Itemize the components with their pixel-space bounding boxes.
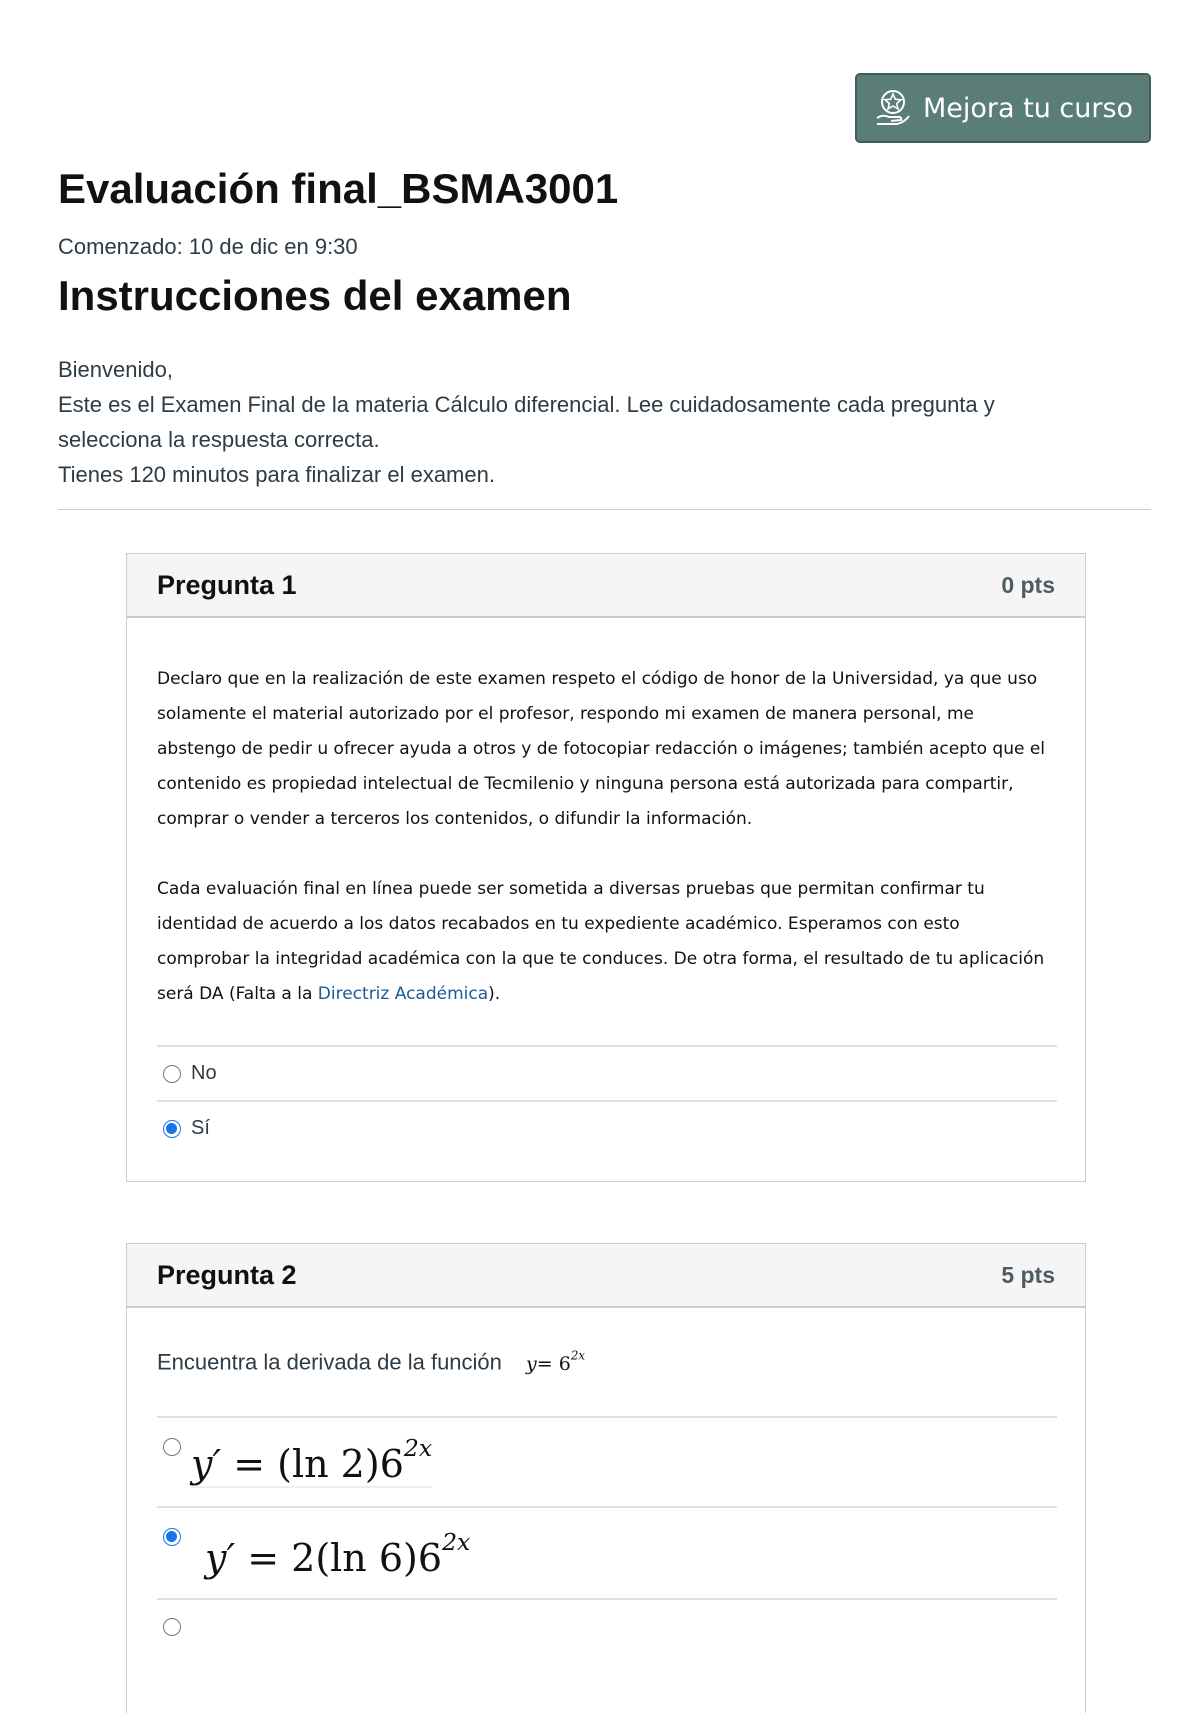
- question-2-points: 5 pts: [1001, 1261, 1055, 1288]
- option-2-ln: (ln 6): [315, 1536, 418, 1581]
- question-2: [126, 1243, 1086, 1713]
- function-equals: =: [536, 1352, 553, 1375]
- radio-option-2[interactable]: [163, 1528, 181, 1546]
- answer-si[interactable]: [157, 1100, 1057, 1155]
- instructions-line-2: Tienes 120 minutos para finalizar el examen.: [58, 462, 495, 487]
- answer-option-2[interactable]: [157, 1506, 1057, 1598]
- option-1-exponent: 2x: [403, 1434, 433, 1462]
- answer-option-1[interactable]: [157, 1416, 1057, 1506]
- answer-no-label: No: [191, 1062, 217, 1084]
- instructions-greeting: Bienvenido,: [58, 357, 173, 382]
- function-expression: [526, 1348, 585, 1375]
- option-2-base: 6: [417, 1536, 443, 1581]
- question-1-answers: [157, 1045, 1057, 1155]
- answer-si-label: Sí: [191, 1117, 210, 1139]
- option-2-exponent: 2x: [442, 1528, 471, 1556]
- instructions-text: [58, 352, 1058, 492]
- star-hand-icon: [873, 88, 913, 128]
- function-lhs: y: [526, 1352, 537, 1375]
- academic-directive-link[interactable]: Directriz Académica: [317, 984, 489, 1004]
- function-base: 6: [558, 1352, 571, 1375]
- option-2-lhs: y′: [205, 1536, 236, 1581]
- instructions-line-1: Este es el Examen Final de la materia Cálculo diferencial. Lee cuidadosamente cada pregunta y selecciona la respuesta correcta.: [58, 392, 995, 452]
- improve-course-label: Mejora tu curso: [922, 92, 1134, 124]
- identity-paragraph-end: ).: [488, 984, 501, 1004]
- honor-code-paragraph: Declaro que en la realización de este examen respeto el código de honor de la Universidad, ya que uso solamente el material autorizado por el profesor, respondo mi examen de manera personal, me abstengo de pedir u ofrecer ayuda a otros y de fotocopiar redacción o imágenes; también acepto que el contenido es propiedad intelectual de Tecmilenio y ninguna persona está autorizada para compartir, comprar o vender a terceros los contenidos, o difundir la información.: [157, 669, 1046, 829]
- radio-si[interactable]: [163, 1120, 181, 1138]
- question-2-answers: [157, 1416, 1057, 1658]
- option-1-base: 6: [379, 1442, 404, 1487]
- function-exponent: 2x: [570, 1348, 585, 1362]
- question-2-header: [127, 1244, 1085, 1308]
- question-1-title: Pregunta 1: [157, 569, 297, 600]
- question-2-prompt: [157, 1348, 1057, 1416]
- answer-option-1-formula: [191, 1434, 432, 1488]
- identity-paragraph-text: Cada evaluación final en línea puede ser sometida a diversas pruebas que permitan confirmar tu identidad de acuerdo a los datos recabados en tu expediente académico. Esperamos con esto comprobar la integridad académica con la que te conduces. De otra forma, el resultado de tu aplicación será DA (Falta a la: [157, 879, 1045, 1004]
- improve-course-button[interactable]: [855, 73, 1151, 143]
- identity-paragraph: [157, 872, 1057, 1012]
- answer-option-2-formula: [205, 1528, 470, 1580]
- radio-no[interactable]: [163, 1065, 181, 1083]
- question-1-header: [127, 554, 1085, 618]
- radio-option-1[interactable]: [163, 1438, 181, 1456]
- answer-option-3[interactable]: [157, 1598, 1057, 1658]
- option-2-coefficient: 2: [291, 1536, 316, 1581]
- radio-option-3[interactable]: [163, 1618, 181, 1636]
- option-1-equals: =: [233, 1442, 266, 1487]
- divider: [58, 509, 1151, 510]
- question-2-prompt-text: Encuentra la derivada de la función: [157, 1349, 502, 1375]
- option-2-equals: =: [247, 1536, 280, 1581]
- option-1-ln: (ln 2): [277, 1442, 380, 1487]
- question-2-title: Pregunta 2: [157, 1259, 297, 1290]
- quiz-started-time: Comenzado: 10 de dic en 9:30: [58, 234, 358, 259]
- question-1: [126, 553, 1086, 1182]
- instructions-title: Instrucciones del examen: [58, 272, 572, 319]
- quiz-title: Evaluación final_BSMA3001: [58, 165, 619, 212]
- answer-no[interactable]: [157, 1045, 1057, 1100]
- option-1-lhs: y′: [191, 1442, 222, 1487]
- question-1-points: 0 pts: [1001, 571, 1055, 598]
